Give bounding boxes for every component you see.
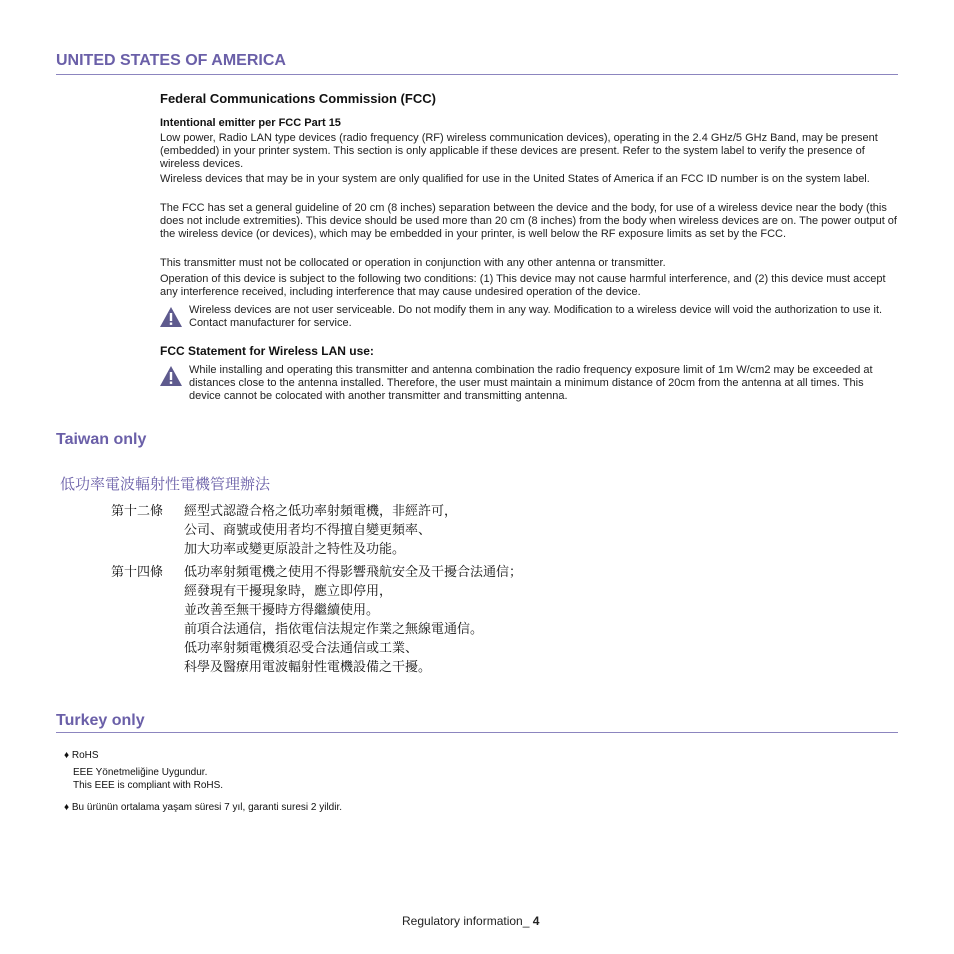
- paragraph: Wireless devices that may be in your system are only qualified for use in the United States of America if an FCC ID number is on the system label.: [160, 173, 870, 185]
- page-number: 4: [532, 914, 540, 928]
- paragraph: Operation of this device is subject to the following two conditions: (1) This device may not cause harmful interference, and (2) this device must accept any interference received, including interference that may cause undesired operation of the device.: [160, 273, 886, 298]
- paragraph: The FCC has set a general guideline of 20 cm (8 inches) separation between the device and the body, for use of a wireless device near the body (this does not include extremities). This device should be used more than 20 cm (8 inches) from the body when wireless devices are on. The power output of the wireless device (or devices), which may be embedded in your printer, is well below the RF exposure limits as set by the FCC.: [160, 202, 897, 240]
- article-14-line: 低功率射頻電機之使用不得影響飛航安全及干擾合法通信；: [184, 565, 523, 580]
- article-14-label: 第十四條: [111, 565, 164, 580]
- rohs-line: EEE Yönetmeliğine Uygundur.: [73, 767, 208, 778]
- bullet-icon: ♦: [64, 750, 70, 761]
- paragraph: Low power, Radio LAN type devices (radio frequency (RF) wireless communication devices), operating in the 2.4 GHz/5 GHz Band, may be present (embedded) in your printer system. This section is only applicable if these devices are present. Refer to the system label to verify the presence of wireless devices.: [160, 132, 878, 170]
- warning-icon: [159, 365, 183, 387]
- lifetime-bullet: [64, 802, 342, 813]
- section-divider: [56, 732, 898, 733]
- rohs-bullet: [64, 750, 99, 761]
- article-14-line: 經發現有干擾現象時，應立即停用，: [184, 584, 393, 599]
- warning-icon: [159, 306, 183, 328]
- warning-text: While installing and operating this transmitter and antenna combination the radio frequency exposure limit of 1m W/cm2 may be exceeded at distances close to the antenna installed. Therefore, the user must maintain a minimum distance of 20cm from the antenna at all times. This device cannot be colocated with another transmitter and transmitting antenna.: [189, 364, 873, 402]
- lifetime-text: Bu ürünün ortalama yaşam süresi 7 yıl, garanti suresi 2 yildir.: [71, 802, 343, 813]
- fcc-heading: Federal Communications Commission (FCC): [160, 91, 436, 106]
- rohs-line: This EEE is compliant with RoHS.: [73, 780, 224, 791]
- cjk-regulation-title: 低功率電波輻射性電機管理辦法: [60, 475, 271, 493]
- article-12-line: 公司、商號或使用者均不得擅自變更頻率、: [184, 523, 432, 538]
- article-12-label: 第十二條: [111, 504, 164, 519]
- section-divider: [56, 74, 898, 75]
- warning-text: Wireless devices are not user serviceable. Do not modify them in any way. Modification to a wireless device will void the authorization to use it. Contact manufacturer for service.: [189, 304, 883, 329]
- page-footer: [402, 914, 539, 928]
- section-title-turkey: Turkey only: [56, 712, 145, 729]
- section-title-usa: UNITED STATES OF AMERICA: [56, 52, 286, 69]
- bullet-icon: ♦: [64, 802, 70, 813]
- article-12-line: 加大功率或變更原設計之特性及功能。: [184, 542, 406, 557]
- section-title-taiwan: Taiwan only: [56, 431, 147, 448]
- article-14-line: 前項合法通信，指依電信法規定作業之無線電通信。: [184, 622, 484, 637]
- paragraph: This transmitter must not be collocated or operation in conjunction with any other antenna or transmitter.: [160, 257, 666, 269]
- article-14-line: 並改善至無干擾時方得繼續使用。: [184, 603, 380, 618]
- part15-heading: Intentional emitter per FCC Part 15: [160, 117, 341, 129]
- rohs-label: RoHS: [71, 750, 99, 761]
- article-12-line: 經型式認證合格之低功率射頻電機，非經許可，: [184, 504, 458, 519]
- wlan-heading: FCC Statement for Wireless LAN use:: [160, 344, 374, 358]
- footer-label: Regulatory information_: [402, 914, 530, 928]
- article-14-line: 科學及醫療用電波輻射性電機設備之干擾。: [184, 660, 432, 675]
- article-14-line: 低功率射頻電機須忍受合法通信或工業、: [184, 641, 419, 656]
